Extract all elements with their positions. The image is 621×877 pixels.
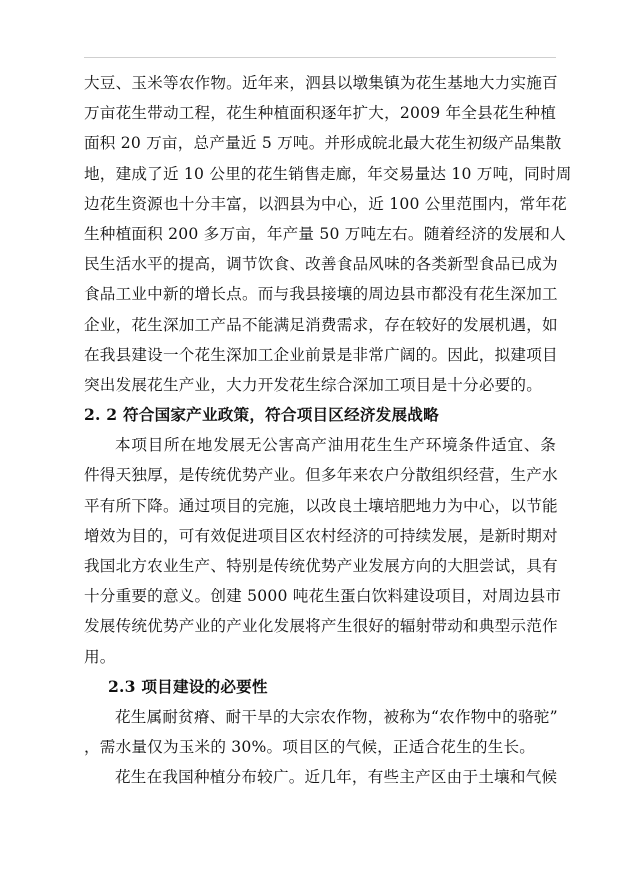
- text-line: 用。: [84, 647, 116, 666]
- text-line: 平有所下降。通过项目的完施，以改良土壤培肥地力为中心，以节能: [84, 496, 558, 515]
- paragraph-2: [84, 430, 562, 672]
- text-line: 十分重要的意义。创建 5000 吨花生蛋白饮料建设项目，对周边县市: [84, 587, 562, 606]
- text-line: ，需水量仅为玉米的 30%。项目区的气候，正适合花生的生长。: [84, 738, 536, 757]
- text-line: 在我县建设一个花生深加工企业前景是非常广阔的。因此，拟建项目: [84, 345, 558, 364]
- paragraph-3: [84, 702, 556, 762]
- paragraph-1: [84, 68, 572, 400]
- section-heading-2-3: 2.3 项目建设的必要性: [108, 676, 268, 696]
- header-rule: [84, 57, 556, 58]
- text-line: 边花生资源也十分丰富，以泗县为中心，近 100 公里范围内，常年花: [84, 194, 567, 213]
- text-line: 突出发展花生产业，大力开发花生综合深加工项目是十分必要的。: [84, 375, 543, 394]
- text-line: 花生在我国种植分布较广。近几年，有些主产区由于土壤和气候: [115, 768, 558, 787]
- text-line: 食品工业中新的增长点。而与我县接壤的周边县市都没有花生深加工: [84, 285, 558, 304]
- text-line: 本项目所在地发展无公害高产油用花生生产环境条件适宜、条: [115, 436, 556, 455]
- text-line: 企业，花生深加工产品不能满足消费需求，存在较好的发展机遇，如: [84, 315, 558, 334]
- text-line: 件得天独厚，是传统优势产业。但多年来农户分散组织经营，生产水: [84, 466, 558, 485]
- paragraph-4: [84, 762, 556, 792]
- text-line: 发展传统优势产业的产业化发展将产生很好的辐射带动和典型示范作: [84, 617, 558, 636]
- text-line: 生种植面积 200 多万亩，年产量 50 万吨左右。随着经济的发展和人: [84, 224, 566, 243]
- text-line: 大豆、玉米等农作物。近年来，泗县以墩集镇为花生基地大力实施百: [84, 74, 558, 92]
- text-line: 花生属耐贫瘠、耐干旱的大宗农作物，被称为“农作物中的骆驼”: [115, 707, 558, 726]
- text-line: 增效为目的，可有效促进项目区农村经济的可持续发展，是新时期对: [84, 526, 558, 545]
- text-line: 万亩花生带动工程，花生种植面积逐年扩大，2009 年全县花生种植: [84, 104, 557, 123]
- document-body: [84, 68, 572, 793]
- text-line: 地，建成了近 10 公里的花生销售走廊，年交易量达 10 万吨，同时周: [84, 164, 572, 183]
- text-line: 民生活水平的提高，调节饮食、改善食品风味的各类新型食品已成为: [84, 255, 558, 274]
- section-heading-2-2: 2. 2 符合国家产业政策，符合项目区经济发展战略: [84, 405, 439, 425]
- text-line: 我国北方农业生产、特别是传统优势产业发展方向的大胆尝试，具有: [84, 557, 558, 575]
- text-line: 面积 20 万亩，总产量近 5 万吨。并形成皖北最大花生初级产品集散: [84, 134, 562, 153]
